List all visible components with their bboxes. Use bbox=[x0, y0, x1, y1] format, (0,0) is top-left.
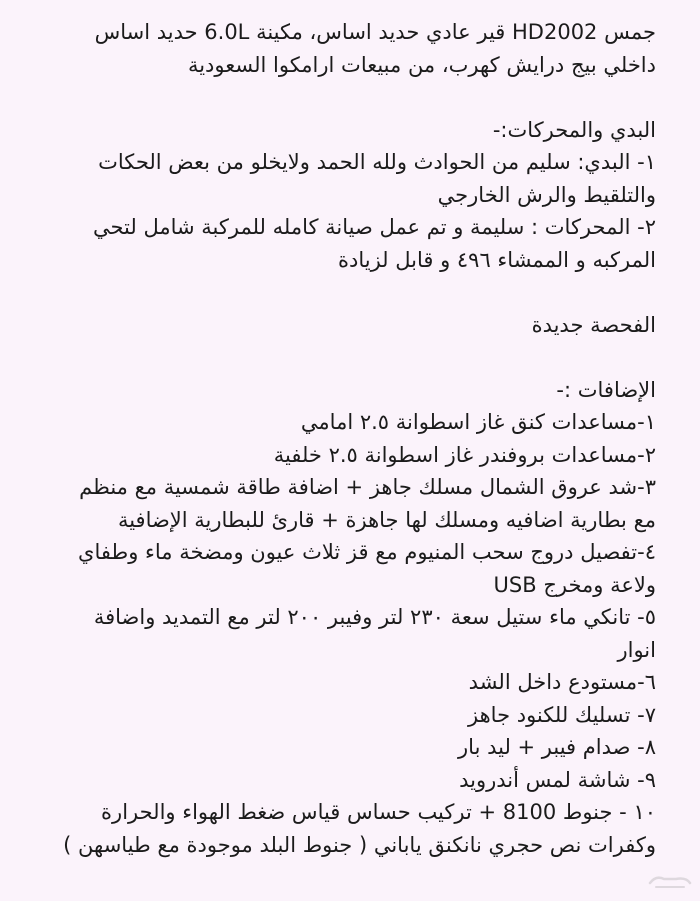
addition-item-6: ٦-مستودع داخل الشد bbox=[468, 670, 656, 694]
addition-item-4-line-1: ٤-تفصيل دروج سحب المنيوم مع قز ثلاث عيون ومضخة ماء وطفاي bbox=[78, 540, 656, 564]
addition-item-3-line-2: مع بطارية اضافيه ومسلك لها جاهزة + قارئ للبطارية الإضافية bbox=[117, 507, 656, 532]
listing-description bbox=[6, 16, 656, 861]
addition-item-1: ١-مساعدات كنق غاز اسطوانة ٢.٥ امامي bbox=[300, 410, 656, 434]
body-condition-line-1: ١- البدي: سليم من الحوادث ولله الحمد ولايخلو من بعض الحكات bbox=[98, 150, 656, 174]
addition-item-3-line-1: ٣-شد عروق الشمال مسلك جاهز + اضافة طاقة شمسية مع منظم bbox=[79, 475, 656, 499]
intro-line-1: جمس HD2002 قير عادي حديد اساس، مكينة 6.0L حديد اساس bbox=[94, 20, 656, 44]
body-engines-heading: البدي والمحركات:- bbox=[492, 117, 656, 142]
addition-item-4-line-2: ولاعة ومخرج USB bbox=[493, 572, 656, 597]
addition-item-10-line-1: ١٠ - جنوط 8100 + تركيب حساس قياس ضغط الهواء والحرارة bbox=[101, 800, 656, 824]
intro-line-2: داخلي بيج درايش كهرب، من مبيعات ارامكوا السعودية bbox=[187, 52, 656, 77]
body-condition-line-2: والتلقيط والرش الخارجي bbox=[437, 182, 656, 207]
inspection-status: الفحصة جديدة bbox=[531, 312, 656, 337]
addition-item-7: ٧- تسليك للكنود جاهز bbox=[468, 702, 656, 727]
engine-condition-line-1: ٢- المحركات : سليمة و تم عمل صيانة كامله للمركبة شامل لتحي bbox=[92, 215, 656, 239]
addition-item-9: ٩- شاشة لمس أندرويد bbox=[459, 767, 656, 792]
engine-condition-line-2: المركبه و الممشاء ٤٩٦ و قابل لزيادة bbox=[337, 247, 656, 272]
additions-heading: الإضافات :- bbox=[556, 377, 656, 402]
spacer bbox=[6, 341, 656, 374]
spacer bbox=[6, 81, 656, 114]
haraj-logo-icon bbox=[646, 869, 694, 891]
addition-item-5-line-2: انوار bbox=[617, 637, 656, 662]
addition-item-10-line-2: وكفرات نص حجري نانكنق ياباني ( جنوط البلد موجودة مع طياسهن ) bbox=[63, 832, 656, 857]
addition-item-5-line-1: ٥- تانكي ماء ستيل سعة ٢٣٠ لتر وفيبر ٢٠٠ لتر مع التمديد واضافة bbox=[93, 605, 656, 629]
addition-item-2: ٢-مساعدات بروفندر غاز اسطوانة ٢.٥ خلفية bbox=[273, 442, 656, 467]
spacer bbox=[6, 276, 656, 309]
addition-item-8: ٨- صدام فيبر + ليد بار bbox=[458, 735, 656, 759]
